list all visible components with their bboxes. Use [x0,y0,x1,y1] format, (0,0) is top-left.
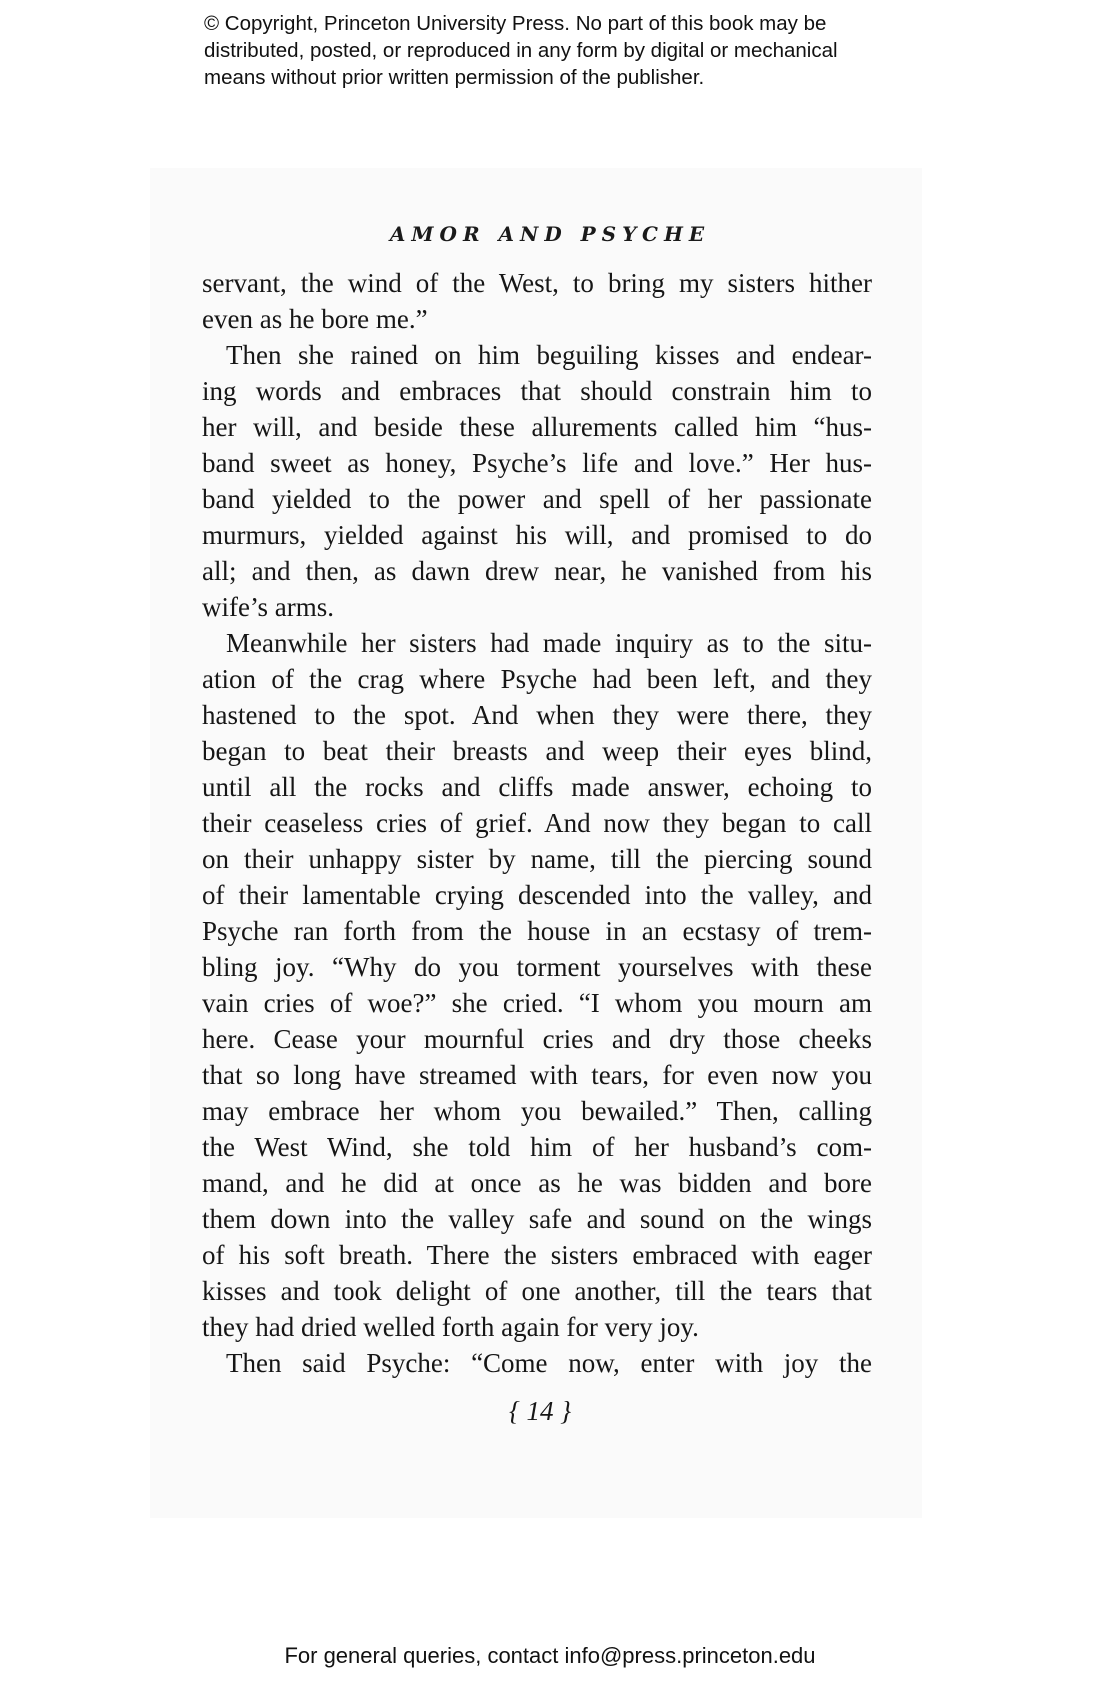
text-line: even as he bore me.” [202,304,428,334]
paragraph-first-line: Meanwhile her sisters had made inquiry as to the situ- [226,628,872,658]
paragraph-first-line: Then said Psyche: “Come now, enter with joy the [226,1348,872,1378]
text-line: until all the rocks and cliffs made answer, echoing to [202,772,872,802]
text-line: may embrace her whom you bewailed.” Then, calling [202,1096,872,1126]
copyright-line: © Copyright, Princeton University Press. No part of this book may be [204,12,827,35]
text-line: here. Cease your mournful cries and dry those cheeks [202,1024,872,1054]
text-line: murmurs, yielded against his will, and promised to do [202,520,872,550]
text-line: began to beat their breasts and weep their eyes blind, [202,736,872,766]
text-line: kisses and took delight of one another, till the tears that [202,1276,872,1306]
text-line: Psyche ran forth from the house in an ecstasy of trem- [202,916,872,946]
text-line: the West Wind, she told him of her husband’s com- [202,1132,872,1162]
text-line: mand, and he did at once as he was bidden and bore [202,1168,872,1198]
text-line: ing words and embraces that should constrain him to [202,376,872,406]
contact-footer: For general queries, contact info@press.princeton.edu [284,1643,816,1668]
text-line: wife’s arms. [202,592,334,622]
text-line: their ceaseless cries of grief. And now they began to call [202,808,872,838]
text-line: that so long have streamed with tears, for even now you [202,1060,872,1090]
text-line: on their unhappy sister by name, till the piercing sound [202,844,872,874]
text-line: all; and then, as dawn drew near, he vanished from his [202,556,872,586]
body-text [202,265,872,1381]
copyright-notice [204,10,924,91]
text-line: bling joy. “Why do you torment yourselves with these [202,952,872,982]
copyright-line: means without prior written permission of the publisher. [204,66,705,89]
text-line: ation of the crag where Psyche had been left, and they [202,664,872,694]
text-line: hastened to the spot. And when they were there, they [202,700,872,730]
text-line: her will, and beside these allurements called him “hus- [202,412,872,442]
copyright-line: distributed, posted, or reproduced in any form by digital or mechanical [204,39,838,62]
running-head: AMOR AND PSYCHE [389,222,711,246]
text-line: band yielded to the power and spell of her passionate [202,484,872,514]
text-line: they had dried welled forth again for very joy. [202,1312,699,1342]
page-number: { 14 } [508,1396,572,1426]
text-line: of their lamentable crying descended into the valley, and [202,880,872,910]
text-line: servant, the wind of the West, to bring my sisters hither [202,268,872,298]
text-line: them down into the valley safe and sound on the wings [202,1204,872,1234]
text-line: vain cries of woe?” she cried. “I whom you mourn am [202,988,872,1018]
text-line: of his soft breath. There the sisters embraced with eager [202,1240,872,1270]
text-line: band sweet as honey, Psyche’s life and love.” Her hus- [202,448,872,478]
paragraph-first-line: Then she rained on him beguiling kisses and endear- [226,340,872,370]
